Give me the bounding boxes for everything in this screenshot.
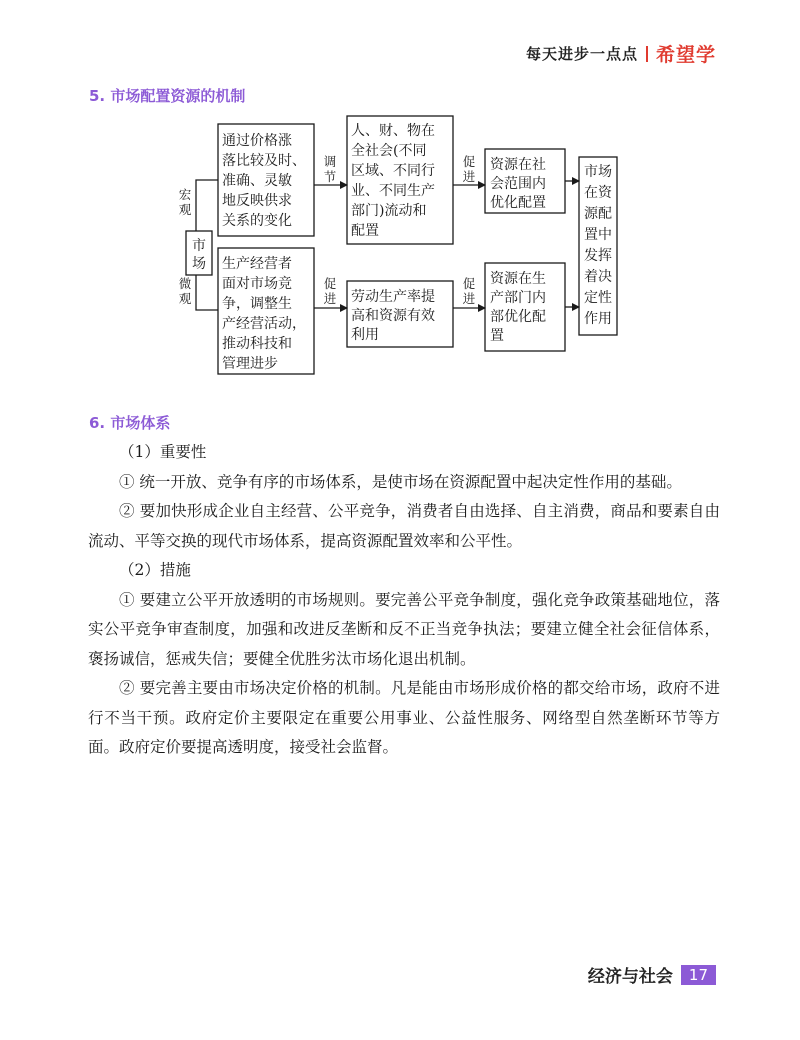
- svg-text:在资: 在资: [584, 185, 612, 201]
- micro-label: 微: [178, 276, 192, 291]
- svg-text:利用: 利用: [351, 327, 379, 343]
- svg-text:优化配置: 优化配置: [490, 195, 546, 211]
- footer-title: 经济与社会: [587, 967, 673, 987]
- svg-text:准确、灵敏: 准确、灵敏: [222, 173, 292, 189]
- svg-text:着决: 着决: [584, 269, 612, 285]
- svg-text:产部门内: 产部门内: [490, 290, 546, 306]
- result-box-text: [584, 163, 613, 327]
- svg-text:全社会(不同: 全社会(不同: [351, 143, 427, 159]
- svg-text:区域、不同行: 区域、不同行: [351, 163, 435, 179]
- svg-text:人、财、物在: 人、财、物在: [351, 123, 435, 139]
- svg-text:产经营活动，: 产经营活动，: [222, 316, 306, 332]
- svg-text:资源在生: 资源在生: [490, 271, 546, 287]
- svg-text:高和资源有效: 高和资源有效: [351, 308, 435, 324]
- brand-logo: 希望学: [655, 44, 716, 66]
- svg-text:争，调整生: 争，调整生: [222, 296, 292, 312]
- result-box: [579, 157, 617, 335]
- svg-text:关系的变化: 关系的变化: [222, 213, 292, 229]
- paragraph: ① 统一开放、竞争有序的市场体系，是使市场在资源配置中起决定性作用的基础。: [119, 472, 682, 491]
- svg-text:管理进步: 管理进步: [222, 356, 278, 372]
- svg-text:源配: 源配: [584, 206, 612, 222]
- svg-text:发挥: 发挥: [584, 248, 612, 264]
- svg-text:通过价格涨: 通过价格涨: [222, 133, 292, 149]
- regulate-label: 调: [323, 154, 337, 169]
- svg-text:定性: 定性: [584, 290, 612, 306]
- regulate-label: 节: [323, 169, 337, 184]
- svg-text:置: 置: [490, 328, 504, 344]
- market-label: 市: [192, 238, 206, 254]
- promote-label-2: 促: [323, 276, 337, 291]
- svg-text:会范围内: 会范围内: [490, 176, 546, 192]
- paragraph: ② 要完善主要由市场决定价格的机制。凡是能由市场形成价格的都交给市场，政府不进行不当干预。政府定价主要限定在重要公用事业、公益性服务、网络型自然垄断环节等方面。政府定价要提高透明度，接受社会监督。: [88, 679, 720, 756]
- promote-label-3: 促: [462, 276, 476, 291]
- header-slogan: 每天进步一点点: [525, 45, 638, 63]
- promote-label-1: 进: [462, 169, 476, 184]
- macro-bracket: [196, 180, 218, 231]
- micro-label: 观: [178, 291, 192, 306]
- paragraph: ① 要建立公平开放透明的市场规则。要完善公平竞争制度，强化竞争政策基础地位，落实公平竞争审查制度，加强和改进反垄断和反不正当竞争执法；要建立健全社会征信体系，褒扬诚信，惩戒失信；要健全优胜劣汰市场化退出机制。: [88, 590, 720, 668]
- flow-box-text: [351, 122, 435, 239]
- svg-text:地反映供求: 地反映供求: [222, 193, 292, 209]
- section-6-title: 6. 市场体系: [89, 414, 171, 432]
- micro-bracket: [196, 275, 218, 310]
- promote-label-3: 进: [462, 291, 476, 306]
- section-6-body: [88, 438, 720, 763]
- svg-text:生产经营者: 生产经营者: [222, 256, 292, 272]
- svg-text:劳动生产率提: 劳动生产率提: [351, 289, 435, 305]
- labor-box-text: [351, 288, 435, 343]
- market-label: 场: [192, 256, 206, 272]
- section-5-title: 5. 市场配置资源的机制: [89, 87, 246, 105]
- svg-text:部门)流动和: 部门)流动和: [351, 203, 427, 219]
- micro-box-text: [222, 255, 306, 372]
- macro-label: 宏: [178, 187, 192, 202]
- paragraph: ② 要加快形成企业自主经营、公平竞争，消费者自由选择、自主消费，商品和要素自由流动、平等交换的现代市场体系，提高资源配置效率和公平性。: [88, 502, 720, 550]
- svg-text:市场: 市场: [584, 164, 612, 180]
- svg-text:业、不同生产: 业、不同生产: [351, 183, 435, 199]
- promote-label-2: 进: [323, 291, 337, 306]
- svg-text:资源在社: 资源在社: [490, 157, 546, 173]
- dept-box-text: [490, 270, 546, 344]
- page-number: 17: [681, 965, 716, 985]
- svg-text:推动科技和: 推动科技和: [222, 336, 292, 352]
- market-mechanism-diagram: [0, 0, 800, 400]
- svg-text:面对市场竞: 面对市场竞: [222, 276, 292, 292]
- svg-text:置中: 置中: [584, 227, 612, 243]
- svg-text:部优化配: 部优化配: [490, 309, 546, 325]
- promote-label-1: 促: [462, 154, 476, 169]
- social-box-text: [490, 157, 546, 211]
- paragraph: （1）重要性: [119, 443, 207, 461]
- svg-text:配置: 配置: [351, 223, 379, 239]
- macro-label: 观: [178, 202, 192, 217]
- svg-text:作用: 作用: [584, 311, 612, 327]
- page-footer: [588, 962, 716, 987]
- paragraph: （2）措施: [119, 561, 191, 579]
- svg-text:落比较及时、: 落比较及时、: [222, 153, 306, 169]
- macro-box-text: [222, 132, 306, 229]
